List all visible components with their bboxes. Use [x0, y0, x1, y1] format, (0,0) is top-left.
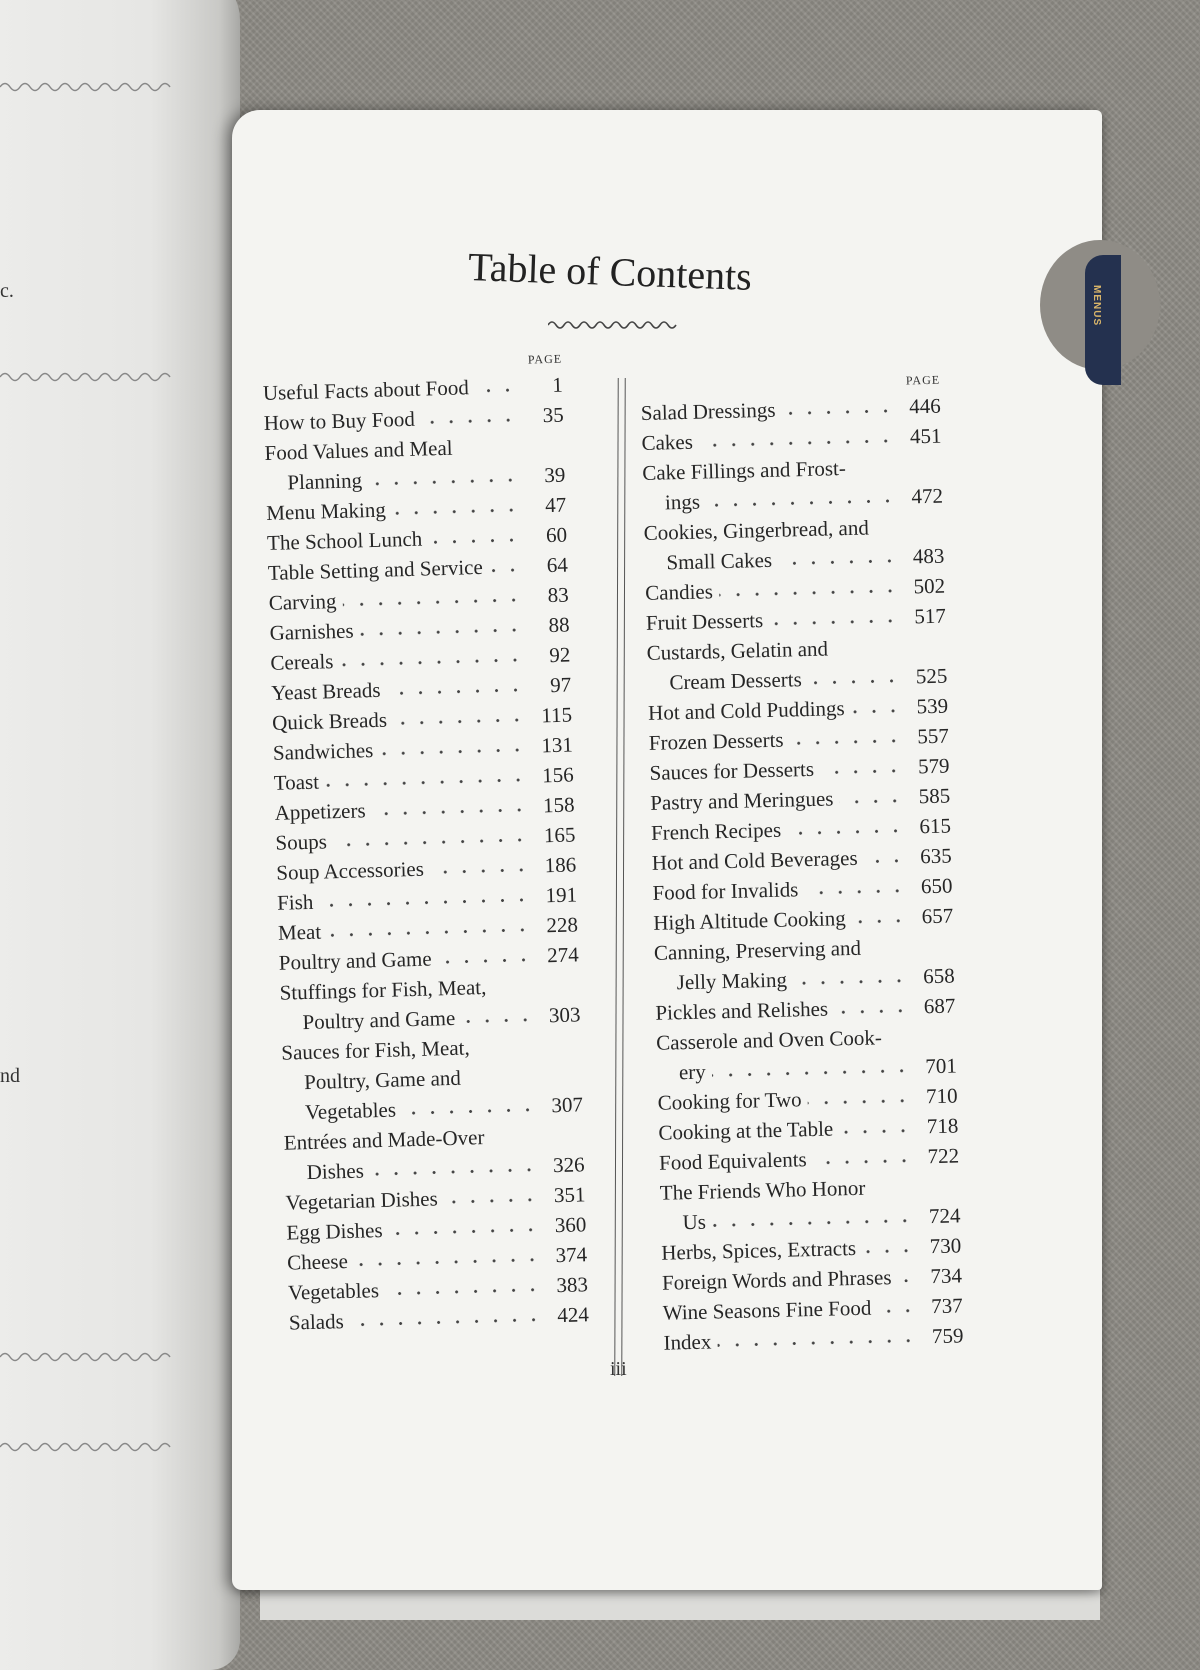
toc-page-number: 424 — [556, 1302, 590, 1328]
toc-page-number: 710 — [925, 1083, 958, 1109]
dot-leader — [769, 619, 900, 626]
dot-leader — [808, 1099, 912, 1106]
toc-entry-title: Entrées and Made-Over — [283, 1125, 485, 1155]
toc-entry-title: High Altitude Cooking — [652, 906, 847, 935]
toc-entry-title: Sauces for Desserts — [649, 756, 815, 785]
page-column-header: PAGE — [905, 372, 941, 388]
toc-page-number: 39 — [543, 462, 566, 488]
dot-leader — [319, 898, 531, 908]
dot-leader — [339, 658, 524, 667]
dot-leader — [389, 1228, 541, 1236]
dot-leader — [379, 748, 527, 756]
toc-page-number: 351 — [553, 1182, 586, 1208]
dot-leader — [360, 628, 524, 637]
dot-leader — [782, 409, 895, 416]
toc-entry-title: Pickles and Relishes — [655, 996, 829, 1025]
toc-entry-title: Hot and Cold Beverages — [651, 845, 858, 875]
toc-entry-title: Herbs, Spices, Extracts — [661, 1235, 857, 1265]
dot-leader — [385, 1288, 542, 1296]
toc-entry-title: Casserole and Oven Cook- — [655, 1025, 883, 1055]
dot-leader — [350, 1318, 543, 1327]
toc-entry-title-continued: Dishes — [306, 1158, 365, 1185]
toc-entry-title-continued: Poultry and Game — [302, 1005, 456, 1035]
dot-leader — [778, 559, 898, 566]
toc-entry-title: Fish — [276, 889, 314, 915]
toc-page-number: 722 — [927, 1143, 960, 1169]
dot-leader — [327, 928, 532, 938]
toc-page-number: 92 — [549, 642, 571, 668]
toc-entry-title-continued: Vegetables — [304, 1097, 397, 1125]
toc-entry-title: Soups — [275, 829, 328, 855]
dot-leader — [851, 709, 902, 714]
contents-left-column — [262, 352, 589, 1338]
toc-page-number: 557 — [916, 723, 950, 749]
toc-entry-title: Garnishes — [269, 618, 354, 645]
toc-entry-title-continued: Small Cakes — [666, 547, 773, 575]
dot-leader — [790, 739, 903, 746]
dot-leader — [333, 838, 530, 847]
dot-leader — [706, 499, 897, 508]
toc-entry-title: Quick Breads — [271, 707, 388, 735]
toc-page-number: 383 — [556, 1272, 589, 1298]
toc-page-number: 156 — [541, 762, 575, 788]
toc-page-number: 539 — [916, 693, 949, 719]
dot-leader — [808, 679, 902, 685]
toc-page-number: 165 — [543, 822, 576, 848]
toc-entry-title-continued: Us — [682, 1209, 707, 1235]
toc-entry-title: Egg Dishes — [286, 1217, 383, 1245]
toc-page-number: 734 — [930, 1263, 963, 1289]
dot-leader — [402, 1108, 537, 1116]
toc-page-number: 158 — [542, 792, 575, 818]
dot-leader — [370, 1168, 539, 1177]
toc-entry-title: Fruit Desserts — [645, 608, 764, 635]
toc-page-number: 35 — [542, 402, 564, 428]
dot-leader — [839, 799, 904, 805]
dot-leader — [839, 1129, 912, 1135]
toc-entry-title: Food Values and Meal — [264, 435, 453, 465]
toc-entry-title: How to Buy Food — [263, 406, 416, 435]
toc-entry-title: Sauces for Fish, Meat, — [281, 1035, 471, 1065]
toc-entry-title: Vegetables — [287, 1278, 380, 1305]
page-title: Table of Contents — [467, 244, 753, 299]
toc-page-number: 88 — [548, 612, 570, 638]
dot-leader — [372, 808, 529, 816]
dot-leader — [325, 778, 528, 788]
dot-leader — [898, 1279, 917, 1283]
toc-entry-title: Food Equivalents — [658, 1147, 807, 1175]
toc-entry-title-continued: Jelly Making — [676, 967, 788, 995]
toc-page-number: 186 — [544, 852, 577, 878]
toc-page-number: 718 — [926, 1113, 959, 1139]
toc-entry-title-continued: ings — [664, 489, 701, 515]
toc-page-number: 131 — [541, 732, 574, 758]
left-page-fragment: c. — [0, 280, 14, 302]
toc-entry-title: Cooking at the Table — [658, 1116, 834, 1145]
dot-leader — [712, 1219, 915, 1228]
toc-entry-title: Canning, Preserving and — [653, 935, 862, 965]
dot-leader — [834, 1009, 909, 1015]
toc-entry-title: Carving — [268, 589, 337, 615]
toc-entry-title: Candies — [644, 579, 714, 605]
dot-leader — [354, 1258, 541, 1267]
toc-page-number: 759 — [931, 1323, 964, 1349]
dot-leader — [393, 718, 526, 726]
dot-leader — [717, 1339, 917, 1348]
toc-page-number: 635 — [919, 843, 953, 869]
toc-page-number: 701 — [925, 1053, 958, 1079]
dot-leader — [428, 538, 521, 545]
contents-right-column — [640, 373, 964, 1358]
toc-page-number: 517 — [914, 603, 947, 629]
wave-ornament — [0, 1350, 170, 1364]
left-page-fragment: nd — [0, 1065, 20, 1087]
toc-entry-title: Soup Accessories — [275, 856, 425, 885]
toc-page-number: 374 — [555, 1242, 588, 1268]
toc-entry-title: Yeast Breads — [270, 677, 381, 705]
toc-page-number: 115 — [540, 702, 573, 728]
toc-entry-title: The Friends Who Honor — [659, 1175, 866, 1205]
toc-page-number: 274 — [546, 942, 580, 968]
toc-page-number: 730 — [929, 1233, 962, 1259]
dot-leader — [862, 1249, 915, 1254]
dot-leader — [392, 508, 520, 516]
toc-entry-title: Hot and Cold Puddings — [647, 696, 845, 725]
thumb-tab-label: MENUS — [1091, 285, 1102, 327]
wave-ornament — [0, 370, 170, 384]
page-column-header: PAGE — [527, 351, 563, 367]
dot-leader — [787, 829, 905, 836]
toc-entry-title: Frozen Desserts — [648, 727, 784, 755]
toc-entry-title: The School Lunch — [266, 526, 423, 555]
toc-page-number: 737 — [930, 1293, 963, 1319]
toc-entry-title: Toast — [273, 769, 320, 795]
toc-page-number: 724 — [928, 1203, 961, 1229]
toc-entry-title: Index — [663, 1329, 712, 1355]
dot-leader — [813, 1159, 913, 1165]
toc-entry-title: Cheese — [286, 1248, 349, 1275]
toc-entry-title: Cookies, Gingerbread, and — [643, 515, 870, 545]
toc-page-number: 502 — [913, 573, 946, 599]
wave-ornament — [0, 80, 170, 94]
page-number: iii — [610, 1358, 627, 1380]
dot-leader — [444, 1198, 540, 1205]
toc-entry-title-continued: ery — [678, 1059, 707, 1085]
toc-entry-title: Meat — [277, 919, 322, 945]
toc-page-number: 579 — [917, 753, 950, 779]
toc-page-number: 64 — [546, 552, 569, 578]
dot-leader — [489, 568, 522, 573]
dot-leader — [699, 439, 896, 448]
toc-page-number: 472 — [911, 483, 944, 509]
toc-entry-title-continued: Planning — [287, 468, 363, 495]
thumb-index-tab[interactable] — [1085, 255, 1121, 385]
dot-leader — [820, 769, 904, 775]
toc-page-number: 83 — [547, 582, 570, 608]
toc-entry-title: Cereals — [270, 649, 334, 675]
toc-entry-title: Cooking for Two — [657, 1087, 802, 1115]
toc-entry-title: Pastry and Meringues — [650, 786, 834, 815]
toc-page-number: 228 — [546, 912, 579, 938]
toc-page-number: 191 — [545, 882, 578, 908]
dot-leader — [430, 868, 530, 875]
title-wave-ornament — [548, 318, 678, 332]
dot-leader — [877, 1309, 917, 1314]
dot-leader — [712, 1069, 911, 1078]
toc-entry-title: Stuffings for Fish, Meat, — [279, 974, 487, 1005]
dot-leader — [421, 418, 518, 425]
dot-leader — [438, 958, 533, 965]
toc-entry-title: Foreign Words and Phrases — [661, 1265, 892, 1295]
toc-entry-title: Appetizers — [274, 798, 366, 825]
toc-page-number: 303 — [548, 1002, 581, 1028]
toc-entry-title: Salads — [288, 1309, 345, 1335]
toc-page-number: 60 — [545, 522, 568, 548]
toc-entry-title-continued: Cream Desserts — [669, 667, 803, 695]
left-page — [0, 0, 240, 1670]
toc-entry-title: Food for Invalids — [652, 877, 799, 905]
toc-page-number: 451 — [909, 423, 942, 449]
toc-page-number: 483 — [912, 543, 945, 569]
toc-page-number: 1 — [551, 372, 564, 397]
toc-entry-title: Sandwiches — [272, 738, 374, 765]
toc-page-number: 687 — [923, 993, 956, 1019]
toc-entry-title: Table Setting and Service — [267, 554, 484, 585]
toc-entry-title: Vegetarian Dishes — [285, 1186, 439, 1215]
toc-page-number: 47 — [544, 492, 567, 518]
toc-entry-title: Menu Making — [265, 497, 387, 525]
toc-page-number: 585 — [918, 783, 951, 809]
dot-leader — [342, 598, 522, 607]
wave-ornament — [0, 1440, 170, 1454]
dot-leader — [864, 859, 906, 864]
toc-entry-title-continued: Poultry, Game and — [303, 1065, 462, 1095]
toc-page-number: 326 — [552, 1152, 585, 1178]
toc-page-number: 360 — [554, 1212, 587, 1238]
toc-page-number: 446 — [908, 393, 942, 419]
dot-leader — [475, 388, 517, 393]
toc-entry-title: French Recipes — [650, 817, 782, 845]
toc-page-number: 97 — [549, 672, 572, 698]
dot-leader — [793, 979, 909, 986]
toc-entry-title: Poultry and Game — [278, 946, 432, 975]
toc-page-number: 657 — [921, 903, 954, 929]
toc-page-number: 650 — [920, 873, 953, 899]
toc-entry-title: Useful Facts about Food — [262, 375, 470, 405]
toc-entry-title: Cake Fillings and Frost- — [641, 456, 847, 485]
toc-page-number: 307 — [551, 1092, 584, 1118]
toc-entry-title: Salad Dressings — [640, 397, 776, 425]
dot-leader — [804, 889, 906, 895]
dot-leader — [387, 688, 526, 696]
dot-leader — [461, 1018, 534, 1024]
toc-entry-title: Custards, Gelatin and — [646, 636, 829, 665]
toc-page-number: 658 — [922, 963, 955, 989]
toc-entry-title: Wine Seasons Fine Food — [662, 1295, 872, 1325]
dot-leader — [719, 589, 899, 597]
dot-leader — [852, 919, 908, 924]
toc-page-number: 525 — [915, 663, 948, 689]
dot-leader — [368, 478, 519, 486]
toc-page-number: 615 — [919, 813, 952, 839]
toc-entry-title: Cakes — [641, 429, 694, 455]
